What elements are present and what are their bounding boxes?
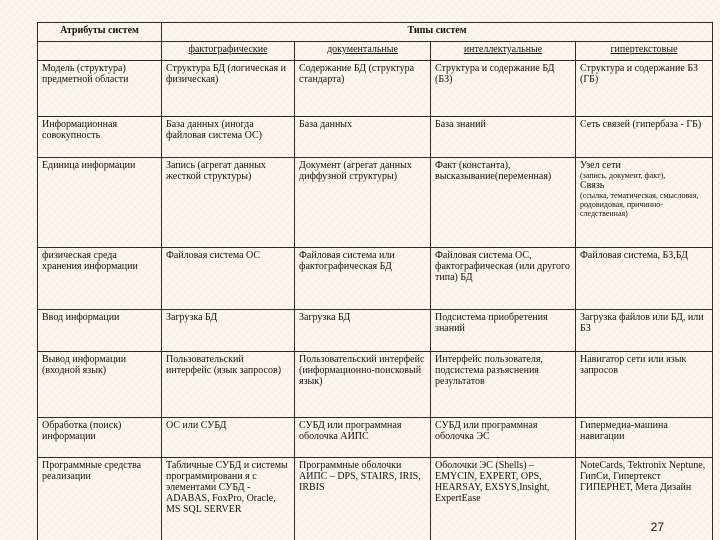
table-row: [38, 158, 713, 248]
table-cell: Структура БД (логическая и физическая): [162, 61, 295, 117]
table-cell: Табличные СУБД и системы программировани я с элементами СУБД -ADABAS, FoxPro, Oracle, MS SQL SERVER: [162, 458, 295, 540]
systems-comparison-table: [37, 22, 713, 540]
column-header-hypertext: гипертекстовые: [576, 42, 713, 61]
table-row: [38, 458, 713, 540]
table-cell: Файловая система ОС: [162, 248, 295, 310]
table-cell: ОС или СУБД: [162, 418, 295, 458]
table-cell: Интерфейс пользователя, подсистема разъяснения результатов: [431, 352, 576, 418]
table-row: [38, 352, 713, 418]
table-cell: Загрузка БД: [162, 310, 295, 352]
column-header-intellectual: интеллектуальные: [431, 42, 576, 61]
table-cell: Подсистема приобретения знаний: [431, 310, 576, 352]
table-cell: NoteCards, Tektronix Neptune, ГипСи, Гипертекст ГИПЕРНЕТ, Мета Дизайн: [576, 458, 713, 540]
table-cell: База данных: [295, 117, 431, 158]
row-attribute: Единица информации: [38, 158, 162, 248]
row-attribute: Модель (структура) предметной области: [38, 61, 162, 117]
header-row-1: [38, 23, 713, 42]
table-cell: Содержание БД (структура стандарта): [295, 61, 431, 117]
table-cell: Структура и содержание БЗ (ГБ): [576, 61, 713, 117]
node-detail: (запись, документ, факт),: [580, 171, 666, 180]
table-cell-network-unit: [576, 158, 713, 248]
column-header-factographic: фактографические: [162, 42, 295, 61]
table-cell: Загрузка БД: [295, 310, 431, 352]
table-cell: Гипермедиа-машина навигации: [576, 418, 713, 458]
table-row: [38, 61, 713, 117]
table-cell: Файловая система ОС, фактографическая (или другого типа) БД: [431, 248, 576, 310]
column-header-documentary: документальные: [295, 42, 431, 61]
row-attribute: Вывод информации (входной язык): [38, 352, 162, 418]
table-cell: СУБД или программная оболочка АИПС: [295, 418, 431, 458]
table-cell: Факт (константа), высказывание(переменная): [431, 158, 576, 248]
table-cell: СУБД или программная оболочка ЭС: [431, 418, 576, 458]
row-attribute: физическая среда хранения информации: [38, 248, 162, 310]
table-cell: Навигатор сети или язык запросов: [576, 352, 713, 418]
table-cell: Программные оболочки АИПС – DPS, STAIRS, IRIS, IRBIS: [295, 458, 431, 540]
link-detail: (ссылка, тематическая, смысловая, родовидовая, причинно-следственная): [580, 191, 699, 218]
table-cell: Пользовательский интерфейс (язык запросов): [162, 352, 295, 418]
table-cell: Пользовательский интерфейс (информационно-поисковый язык): [295, 352, 431, 418]
table-cell: Загрузка файлов или БД, или БЗ: [576, 310, 713, 352]
table-cell: Сеть связей (гипербаза - ГБ): [576, 117, 713, 158]
table-cell: Файловая система или фактографическая БД: [295, 248, 431, 310]
page-number: 27: [650, 520, 664, 534]
table-row: [38, 418, 713, 458]
attributes-header-spacer: [38, 42, 162, 61]
header-row-2: [38, 42, 713, 61]
row-attribute: Обработка (поиск) информации: [38, 418, 162, 458]
table-row: [38, 310, 713, 352]
system-types-header: Типы систем: [162, 23, 713, 42]
row-attribute: Информационная совокупность: [38, 117, 162, 158]
attributes-header: Атрибуты систем: [38, 23, 162, 42]
table-cell: Файловая система, БЗ,БД: [576, 248, 713, 310]
table-cell: Документ (агрегат данных диффузной структуры): [295, 158, 431, 248]
row-attribute: Программные средства реализации: [38, 458, 162, 540]
node-label: Узел сети: [580, 160, 621, 171]
table-cell: База знаний: [431, 117, 576, 158]
row-attribute: Ввод информации: [38, 310, 162, 352]
table-cell: Оболочки ЭС (Shells) – EMYCIN, EXPERT, OPS, HEARSAY, EXSYS,Insight, ExpertEase: [431, 458, 576, 540]
link-label: Связь: [580, 180, 605, 191]
table-cell: Запись (агрегат данных жесткой структуры): [162, 158, 295, 248]
table-row: [38, 248, 713, 310]
table-cell: База данных (иногда файловая система ОС): [162, 117, 295, 158]
table-row: [38, 117, 713, 158]
table-cell: Структура и содержание БД (БЗ): [431, 61, 576, 117]
